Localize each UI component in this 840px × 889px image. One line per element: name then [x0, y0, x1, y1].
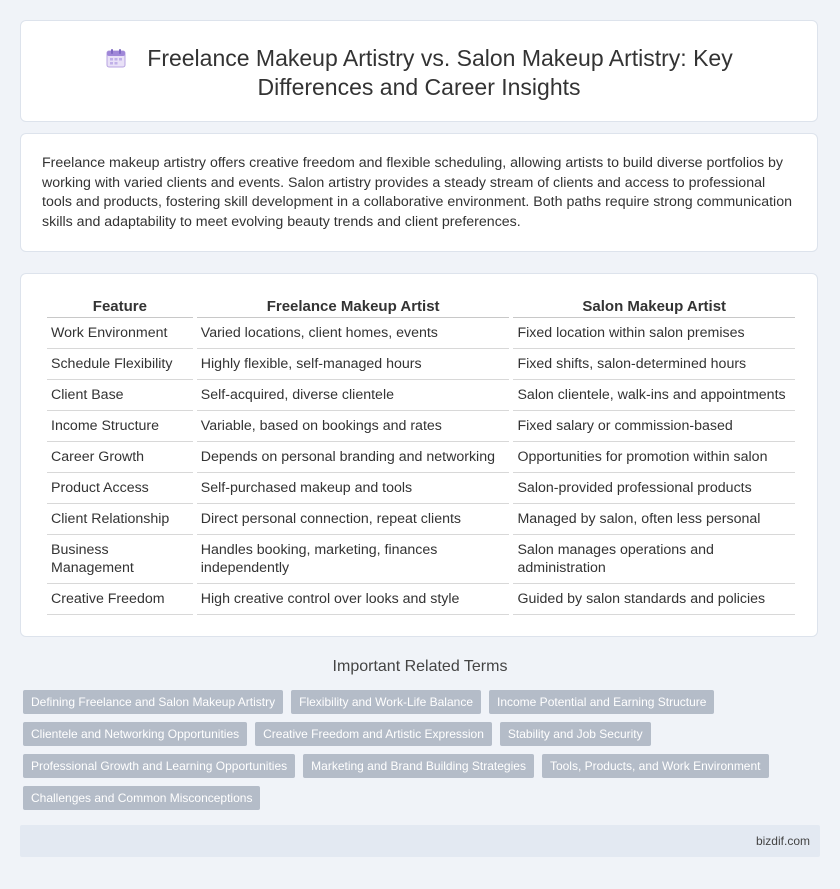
related-terms-heading: Important Related Terms [332, 658, 508, 675]
related-term-tag[interactable]: Tools, Products, and Work Environment [542, 754, 769, 778]
related-term-tag[interactable]: Defining Freelance and Salon Makeup Artistry [23, 690, 283, 714]
salon-cell: Salon manages operations and administration [513, 535, 795, 584]
feature-cell: Creative Freedom [47, 584, 193, 615]
table-row [47, 349, 795, 380]
freelance-cell: Handles booking, marketing, finances independently [197, 535, 510, 584]
comparison-table [43, 295, 799, 615]
related-term-tag[interactable]: Flexibility and Work-Life Balance [291, 690, 481, 714]
table-row [47, 411, 795, 442]
table-row [47, 584, 795, 615]
freelance-cell: Self-purchased makeup and tools [197, 473, 510, 504]
salon-cell: Salon clientele, walk-ins and appointments [513, 380, 795, 411]
intro-paragraph: Freelance makeup artistry offers creative freedom and flexible scheduling, allowing artists to build diverse portfolios by working with varied clients and events. Salon artistry provides a steady stream of clients and access to professional tools and products, fostering skill development in a collaborative environment. Both paths require strong communication skills and adaptability to meet evolving beauty trends and client preferences. [42, 155, 792, 230]
header-salon: Salon Makeup Artist [513, 295, 795, 318]
table-row [47, 504, 795, 535]
feature-cell: Business Management [47, 535, 193, 584]
freelance-cell: Depends on personal branding and networking [197, 442, 510, 473]
freelance-cell: Highly flexible, self-managed hours [197, 349, 510, 380]
footer-site-link[interactable]: bizdif.com [755, 834, 810, 848]
table-row [47, 380, 795, 411]
freelance-cell: Varied locations, client homes, events [197, 318, 510, 349]
footer-bar [20, 825, 820, 857]
comparison-card [20, 273, 818, 637]
salon-cell: Fixed location within salon premises [513, 318, 795, 349]
related-term-tag[interactable]: Stability and Job Security [500, 722, 651, 746]
salon-cell: Salon-provided professional products [513, 473, 795, 504]
table-row [47, 535, 795, 584]
table-row [47, 473, 795, 504]
intro-card [20, 133, 818, 252]
table-header-row [47, 295, 795, 318]
calendar-icon [105, 47, 127, 69]
freelance-cell: Direct personal connection, repeat clients [197, 504, 510, 535]
feature-cell: Schedule Flexibility [47, 349, 193, 380]
related-term-tag[interactable]: Challenges and Common Misconceptions [23, 786, 260, 810]
header-feature: Feature [47, 295, 193, 318]
feature-cell: Client Relationship [47, 504, 193, 535]
header-freelance: Freelance Makeup Artist [197, 295, 510, 318]
salon-cell: Fixed shifts, salon-determined hours [513, 349, 795, 380]
freelance-cell: Self-acquired, diverse clientele [197, 380, 510, 411]
related-terms-list [23, 690, 813, 810]
related-term-tag[interactable]: Creative Freedom and Artistic Expression [255, 722, 492, 746]
related-term-tag[interactable]: Clientele and Networking Opportunities [23, 722, 247, 746]
salon-cell: Managed by salon, often less personal [513, 504, 795, 535]
page-title-container [21, 44, 817, 102]
feature-cell: Career Growth [47, 442, 193, 473]
salon-cell: Fixed salary or commission-based [513, 411, 795, 442]
feature-cell: Income Structure [47, 411, 193, 442]
page-title: Freelance Makeup Artistry vs. Salon Makeup Artistry: Key Differences and Career Insights [147, 45, 733, 100]
related-term-tag[interactable]: Income Potential and Earning Structure [489, 690, 714, 714]
freelance-cell: Variable, based on bookings and rates [197, 411, 510, 442]
feature-cell: Work Environment [47, 318, 193, 349]
table-row [47, 318, 795, 349]
related-term-tag[interactable]: Marketing and Brand Building Strategies [303, 754, 534, 778]
title-card [20, 20, 818, 122]
salon-cell: Opportunities for promotion within salon [513, 442, 795, 473]
related-term-tag[interactable]: Professional Growth and Learning Opportunities [23, 754, 295, 778]
freelance-cell: High creative control over looks and style [197, 584, 510, 615]
salon-cell: Guided by salon standards and policies [513, 584, 795, 615]
feature-cell: Product Access [47, 473, 193, 504]
table-row [47, 442, 795, 473]
feature-cell: Client Base [47, 380, 193, 411]
